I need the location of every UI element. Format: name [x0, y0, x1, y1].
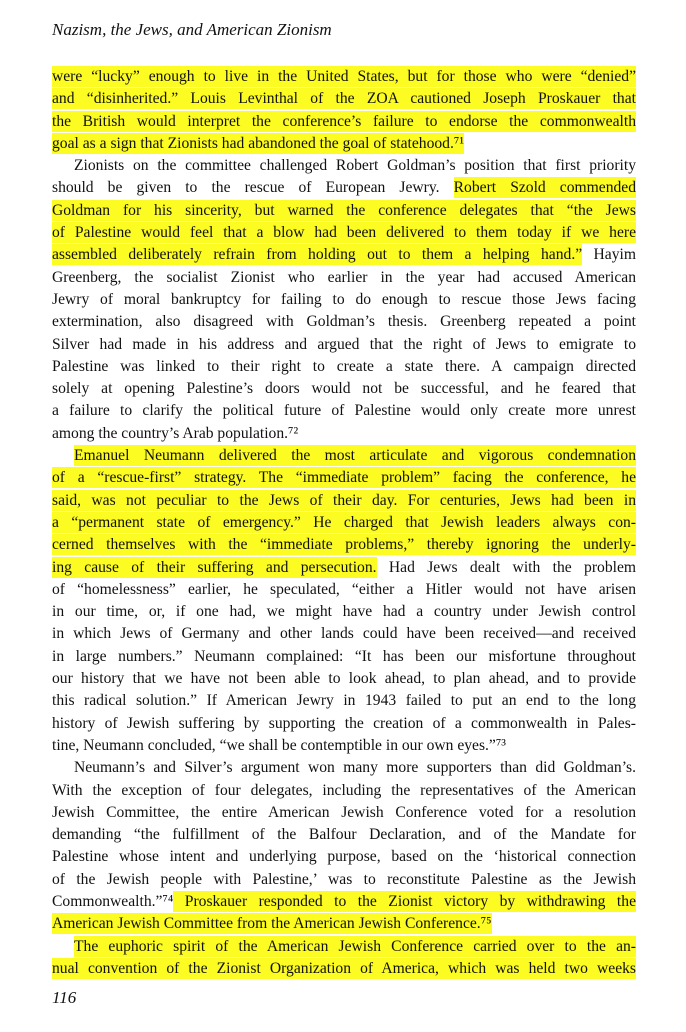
text-segment: Neumann’s and Silver’s argument won many more supporters than did Goldman’s. — [74, 759, 636, 777]
text-segment: tine, Neumann concluded, “we shall be contemptible in our own eyes.”⁷³ — [52, 736, 506, 754]
text-line — [52, 222, 636, 244]
text-line — [52, 713, 636, 735]
highlighted-text: Proskauer responded to the Zionist victory by withdrawing the — [173, 892, 636, 910]
text-line — [52, 177, 636, 199]
highlighted-text: ing cause of their suffering and persecution. — [52, 558, 377, 576]
text-line — [52, 579, 636, 601]
text-segment: should be given to the rescue of European Jewry. — [52, 179, 454, 197]
highlighted-text: Goldman for his sincerity, but warned the conference delegates that “the Jews — [52, 201, 636, 219]
text-line — [52, 601, 636, 623]
text-line — [52, 936, 636, 958]
text-line — [52, 467, 636, 489]
text-line — [52, 846, 636, 868]
body-text — [52, 66, 636, 980]
text-line — [52, 200, 636, 222]
text-line — [52, 824, 636, 846]
text-line — [52, 913, 636, 935]
highlighted-text: goal as a sign that Zionists had abandoned the goal of statehood.⁷¹ — [52, 134, 464, 152]
text-line — [52, 735, 636, 757]
text-line — [52, 334, 636, 356]
text-segment: Silver had made in his address and argued that the right of Jews to emigrate to — [52, 335, 636, 353]
text-line — [52, 378, 636, 400]
text-line — [52, 88, 636, 110]
highlighted-text: said, was not peculiar to the Jews of their day. For centuries, Jews had been in — [52, 491, 636, 509]
text-segment: a failure to clarify the political future of Palestine would only create more unrest — [52, 402, 636, 420]
text-line — [52, 780, 636, 802]
text-segment: Greenberg, the socialist Zionist who earlier in the year had accused American — [52, 268, 636, 286]
highlighted-text: cerned themselves with the “immediate problems,” thereby ignoring the underly- — [52, 536, 636, 554]
text-line — [52, 66, 636, 88]
highlighted-text: and “disinherited.” Louis Levinthal of the ZOA cautioned Joseph Proskauer that — [52, 90, 636, 108]
text-line — [52, 757, 636, 779]
text-line — [52, 557, 636, 579]
text-line — [52, 534, 636, 556]
page-number: 116 — [52, 988, 77, 1007]
text-line — [52, 512, 636, 534]
text-line — [52, 623, 636, 645]
text-segment: extermination, also disagreed with Goldman’s thesis. Greenberg repeated a point — [52, 313, 636, 331]
highlighted-text: a “permanent state of emergency.” He charged that Jewish leaders always con- — [52, 513, 636, 531]
highlighted-text: were “lucky” enough to live in the United States, but for those who were “denied” — [52, 68, 636, 85]
text-segment: Palestine was linked to their right to create a state there. A campaign directed — [52, 357, 636, 375]
text-line — [52, 155, 636, 177]
highlighted-text: the British would interpret the conference’s failure to endorse the commonwealth — [52, 112, 636, 130]
text-segment: Jewry of moral bankruptcy for failing to do enough to rescue those Jews facing — [52, 290, 636, 308]
text-line — [52, 111, 636, 133]
highlighted-text: nual convention of the Zionist Organization of America, which was held two weeks — [52, 959, 636, 977]
text-segment: among the country’s Arab population.⁷² — [52, 424, 299, 442]
text-segment: Hayim — [582, 246, 636, 264]
text-line — [52, 445, 636, 467]
text-segment: Had Jews dealt with the problem — [376, 558, 637, 576]
text-line — [52, 958, 636, 980]
text-segment: this radical solution.” If American Jewry in 1943 failed to put an end to the long — [52, 692, 636, 710]
highlighted-text: Emanuel Neumann delivered the most articulate and vigorous condemnation — [74, 447, 636, 465]
text-segment: demanding “the fulfillment of the Balfour Declaration, and of the Mandate for — [52, 826, 636, 844]
text-line — [52, 423, 636, 445]
text-line — [52, 244, 636, 266]
text-line — [52, 646, 636, 668]
text-segment: of “homelessness” earlier, he speculated, “either a Hitler would not have arisen — [52, 580, 636, 598]
highlighted-text: assembled deliberately refrain from holding out to them a helping hand.” — [52, 246, 583, 264]
text-segment: Jewish Committee, the entire American Jewish Conference voted for a resolution — [52, 803, 636, 821]
text-line — [52, 356, 636, 378]
text-line — [52, 869, 636, 891]
text-line — [52, 400, 636, 422]
text-segment: in which Jews of Germany and other lands could have been received—and received — [52, 625, 636, 643]
text-line — [52, 802, 636, 824]
text-segment: Commonwealth.”⁷⁴ — [52, 892, 174, 910]
highlighted-text: American Jewish Committee from the American Jewish Conference.⁷⁵ — [52, 915, 492, 933]
text-line — [52, 311, 636, 333]
highlighted-text: of a “rescue-first” strategy. The “immediate problem” facing the conference, he — [52, 469, 636, 487]
text-line — [52, 490, 636, 512]
text-segment: in our time, or, if one had, we might have had a country under Jewish control — [52, 603, 636, 621]
text-line — [52, 267, 636, 289]
highlighted-text: Robert Szold commended — [453, 179, 637, 197]
text-line — [52, 668, 636, 690]
text-segment: history of Jewish suffering by supporting the creation of a commonwealth in Pales- — [52, 714, 636, 732]
text-line — [52, 133, 636, 155]
running-header: Nazism, the Jews, and American Zionism — [52, 20, 332, 39]
text-segment: solely at opening Palestine’s doors would not be successful, and he feared that — [52, 380, 636, 398]
text-line — [52, 289, 636, 311]
text-segment: Zionists on the committee challenged Robert Goldman’s position that first priority — [74, 157, 636, 175]
text-segment: With the exception of four delegates, including the representatives of the American — [52, 781, 636, 799]
highlighted-text: of Palestine would feel that a blow had been delivered to them today if we here — [52, 224, 636, 242]
highlighted-text: The euphoric spirit of the American Jewish Conference carried over to the an- — [74, 937, 636, 955]
text-segment: in large numbers.” Neumann complained: “It has been our misfortune throughout — [52, 647, 636, 665]
text-segment: Palestine whose intent and underlying purpose, based on the ‘historical connection — [52, 848, 636, 866]
text-segment: our history that we have not been able to look ahead, to plan ahead, and to provide — [52, 670, 636, 688]
text-segment: of the Jewish people with Palestine,’ was to reconstitute Palestine as the Jewish — [52, 870, 636, 888]
text-line — [52, 690, 636, 712]
text-line — [52, 891, 636, 913]
